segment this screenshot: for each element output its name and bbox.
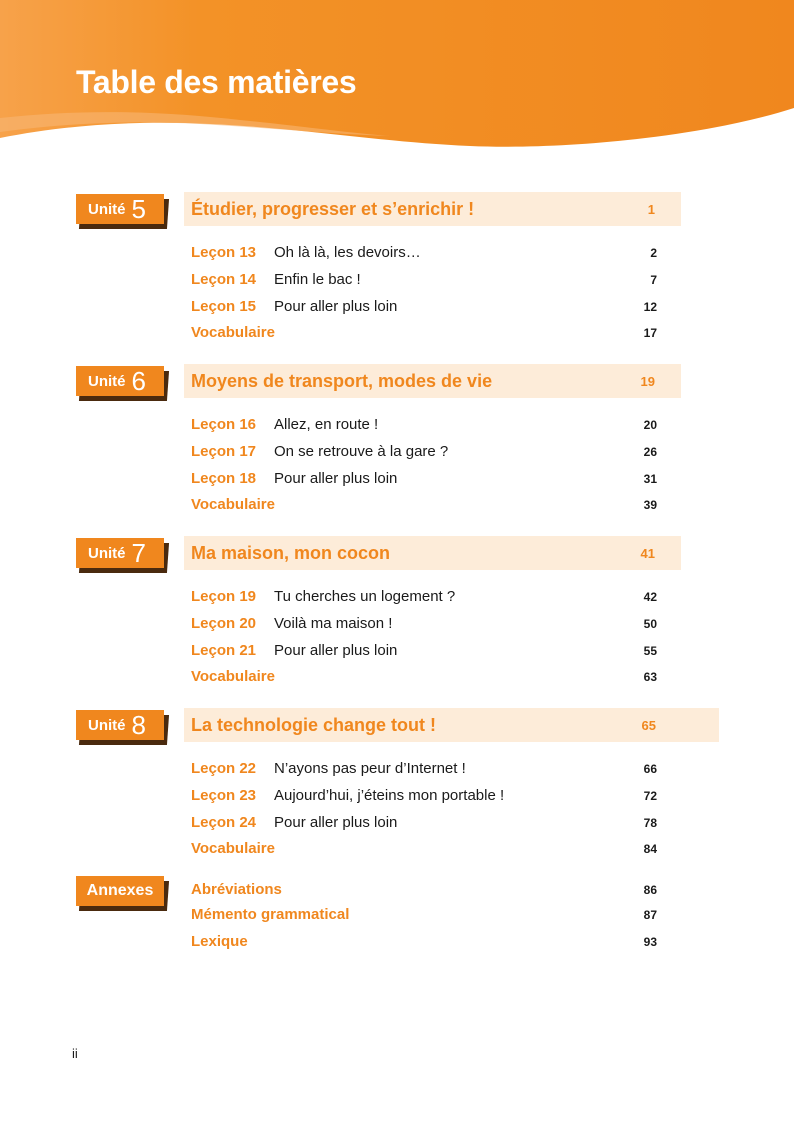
vocabulary-row[interactable] [191,496,657,516]
vocabulary-row[interactable] [191,668,657,688]
unit-title[interactable]: Moyens de transport, modes de vie [191,370,493,391]
lesson-title: Pour aller plus loin [274,814,398,831]
lesson-page: 78 [643,816,657,830]
lesson-page: 7 [650,273,657,287]
annex-row[interactable] [191,906,657,926]
unit-page: 41 [640,545,655,561]
unit-badge [76,710,166,742]
unit-label: Unité [88,716,126,734]
vocabulary-page: 17 [643,326,657,340]
annex-page: 87 [643,908,657,922]
lesson-row[interactable] [191,588,657,608]
page-title: Table des matières [76,64,357,100]
lesson-title: Oh là là, les devoirs… [274,244,421,261]
lesson-page: 72 [643,789,657,803]
lesson-label: Leçon 19 [191,588,257,605]
unit-number: 6 [131,366,146,396]
unit-label: Unité [88,200,126,218]
unit-label: Unité [88,544,126,562]
unit-page: 1 [647,201,655,217]
lesson-title: N’ayons pas peur d’Internet ! [274,760,466,777]
lesson-page: 2 [650,246,657,260]
vocabulary-label: Vocabulaire [191,324,275,341]
lesson-label: Leçon 24 [191,814,257,831]
unit-badge [76,194,166,226]
annex-row[interactable] [191,881,657,901]
annexes-label: Annexes [86,882,154,899]
unit-number: 5 [131,194,146,224]
lesson-row[interactable] [191,814,657,834]
lesson-label: Leçon 13 [191,244,257,261]
lesson-page: 12 [643,300,657,314]
unit-page: 19 [640,373,655,389]
unit-title-band [184,708,719,742]
lesson-page: 20 [643,418,657,432]
vocabulary-page: 84 [643,842,657,856]
unit-title-band [184,364,681,398]
unit-badge [76,366,166,398]
header-banner [0,0,794,150]
annex-page: 86 [643,883,657,897]
lesson-label: Leçon 18 [191,470,257,487]
lesson-title: Aujourd’hui, j’éteins mon portable ! [274,787,505,804]
lesson-label: Leçon 23 [191,787,257,804]
lesson-row[interactable] [191,760,657,780]
lesson-row[interactable] [191,416,657,436]
vocabulary-page: 63 [643,670,657,684]
lesson-label: Leçon 16 [191,416,257,433]
unit-title-band [184,536,681,570]
lesson-row[interactable] [191,443,657,463]
unit-badge [76,538,166,570]
annex-label: Mémento grammatical [191,906,350,923]
unit-label: Unité [88,372,126,390]
unit-number: 8 [131,710,146,740]
vocabulary-label: Vocabulaire [191,496,275,513]
lesson-title: Pour aller plus loin [274,470,398,487]
lesson-label: Leçon 15 [191,298,257,315]
unit-number: 7 [131,538,146,568]
lesson-label: Leçon 21 [191,642,257,659]
lesson-title: Voilà ma maison ! [274,615,393,632]
annex-label: Abréviations [191,881,282,898]
lesson-page: 55 [643,644,657,658]
lesson-label: Leçon 22 [191,760,257,777]
lesson-label: Leçon 17 [191,443,257,460]
lesson-row[interactable] [191,271,657,291]
lesson-title: Tu cherches un logement ? [274,588,456,605]
annex-label: Lexique [191,933,248,950]
annex-row[interactable] [191,933,657,953]
lesson-page: 50 [643,617,657,631]
lesson-label: Leçon 20 [191,615,257,632]
unit-page: 65 [641,717,656,733]
page-number: ii [72,1046,78,1061]
annexes-badge [76,876,166,908]
lesson-title: Allez, en route ! [274,416,379,433]
lesson-row[interactable] [191,615,657,635]
lesson-label: Leçon 14 [191,271,257,288]
lesson-page: 42 [643,590,657,604]
lesson-title: Pour aller plus loin [274,298,398,315]
unit-title[interactable]: Ma maison, mon cocon [191,542,391,563]
lesson-title: Enfin le bac ! [274,271,361,288]
vocabulary-label: Vocabulaire [191,668,275,685]
vocabulary-row[interactable] [191,324,657,344]
unit-title-band [184,192,681,226]
lesson-row[interactable] [191,244,657,264]
annex-page: 93 [643,935,657,949]
lesson-page: 66 [643,762,657,776]
lesson-title: On se retrouve à la gare ? [274,443,449,460]
unit-title[interactable]: Étudier, progresser et s’enrichir ! [191,198,475,219]
lesson-row[interactable] [191,470,657,490]
lesson-row[interactable] [191,298,657,318]
lesson-title: Pour aller plus loin [274,642,398,659]
unit-title[interactable]: La technologie change tout ! [191,714,437,735]
vocabulary-page: 39 [643,498,657,512]
lesson-row[interactable] [191,787,657,807]
vocabulary-label: Vocabulaire [191,840,275,857]
vocabulary-row[interactable] [191,840,657,860]
lesson-page: 26 [643,445,657,459]
lesson-row[interactable] [191,642,657,662]
lesson-page: 31 [643,472,657,486]
